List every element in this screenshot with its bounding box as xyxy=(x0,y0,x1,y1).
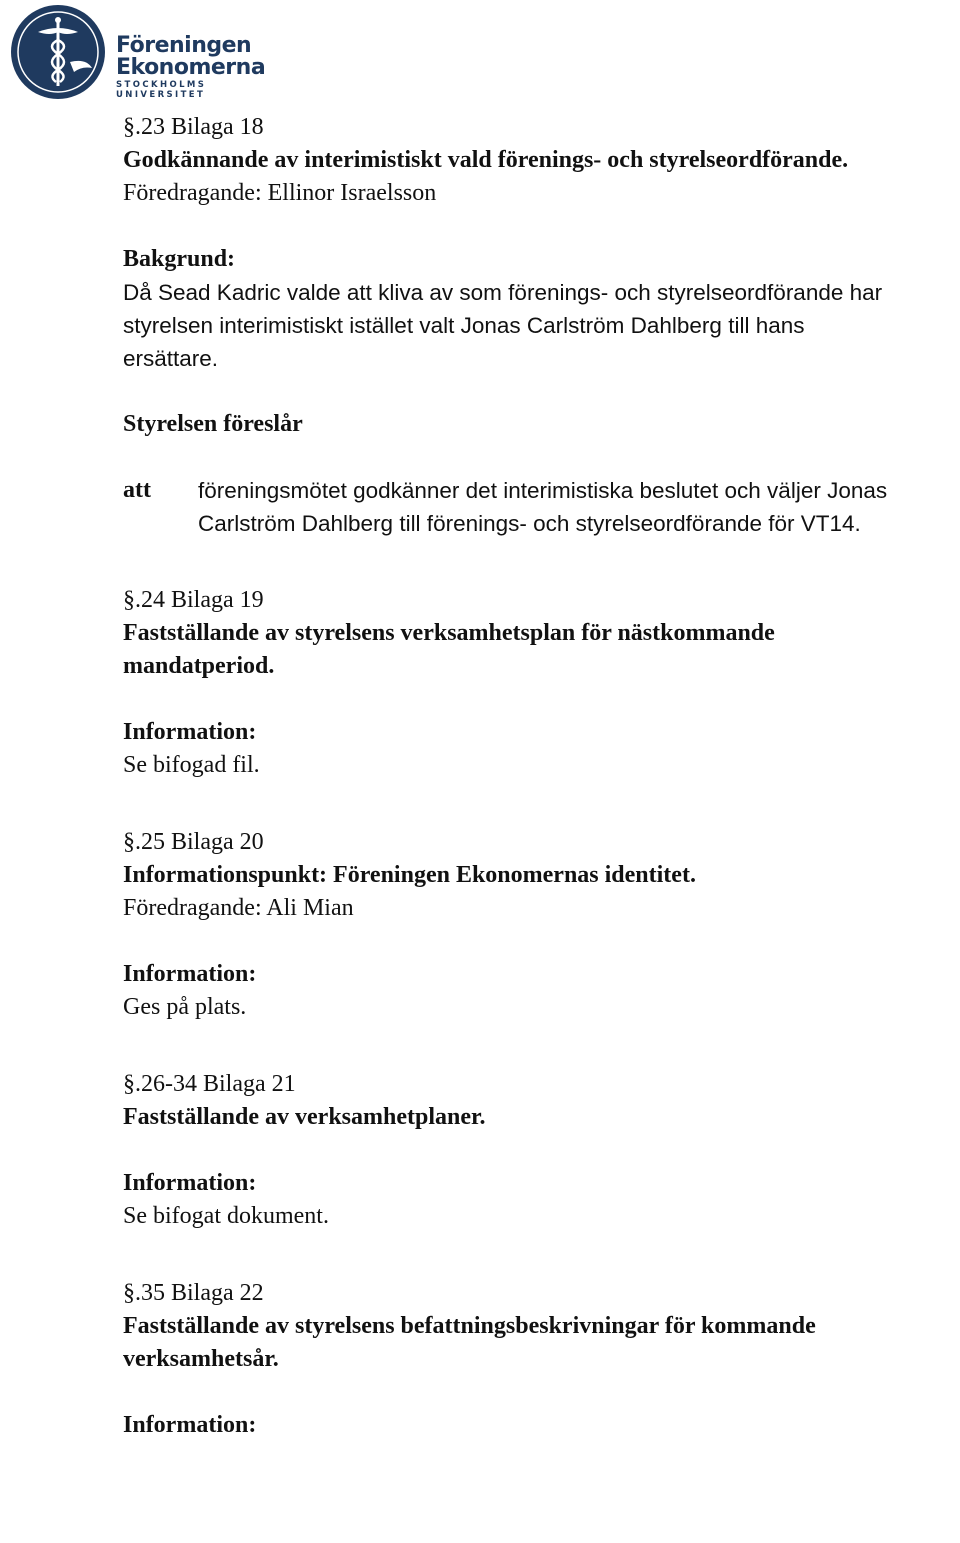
section-26-34 xyxy=(123,1068,960,1233)
information-text: Se bifogad fil. xyxy=(123,752,260,778)
section-heading: §.23 Bilaga 18 xyxy=(123,114,264,140)
presenter: Föredragande: Ali Mian xyxy=(123,895,354,921)
information-label: Information: xyxy=(123,719,257,745)
att-text xyxy=(198,474,960,540)
att-label: att xyxy=(123,477,151,503)
logo-name-line2: Ekonomerna xyxy=(116,55,266,80)
logo xyxy=(6,2,266,102)
section-23 xyxy=(123,111,960,540)
section-24 xyxy=(123,584,960,782)
att-text-line: Carlström Dahlberg till förenings- och styrelseordförande för VT14. xyxy=(198,511,861,536)
section-title-line: Fastställande av styrelsens befattningsbeskrivningar för kommande xyxy=(123,1313,816,1339)
section-title-line: Fastställande av styrelsens verksamhetsplan för nästkommande xyxy=(123,620,775,646)
presenter: Föredragande: Ellinor Israelsson xyxy=(123,180,437,206)
proposal-label: Styrelsen föreslår xyxy=(123,411,303,437)
section-title: Godkännande av interimistiskt vald förenings- och styrelseordförande. xyxy=(123,147,849,173)
information-label: Information: xyxy=(123,961,257,987)
att-clause xyxy=(123,474,960,540)
att-text-line: föreningsmötet godkänner det interimistiska beslutet och väljer Jonas xyxy=(198,478,888,503)
section-title-line: verksamhetsår. xyxy=(123,1346,279,1372)
section-heading: §.24 Bilaga 19 xyxy=(123,587,264,613)
section-title: Fastställande av verksamhetplaner. xyxy=(123,1104,486,1130)
logo-university: STOCKHOLMS UNIVERSITET xyxy=(116,80,207,100)
caduceus-seal-icon xyxy=(8,2,108,102)
section-heading: §.35 Bilaga 22 xyxy=(123,1280,264,1306)
background-line: Då Sead Kadric valde att kliva av som förenings- och styrelseordförande har xyxy=(123,280,883,305)
information-text: Se bifogat dokument. xyxy=(123,1203,329,1229)
section-25 xyxy=(123,826,960,1024)
information-text: Ges på plats. xyxy=(123,994,247,1020)
information-label: Information: xyxy=(123,1170,257,1196)
document-body xyxy=(123,111,960,1442)
background-line: ersättare. xyxy=(123,346,219,371)
section-title: Informationspunkt: Föreningen Ekonomernas identitet. xyxy=(123,862,696,888)
background-line: styrelsen interimistiskt istället valt Jonas Carlström Dahlberg till hans xyxy=(123,313,805,338)
logo-name-line1: Föreningen xyxy=(116,33,252,58)
section-title-line: mandatperiod. xyxy=(123,653,275,679)
section-heading: §.25 Bilaga 20 xyxy=(123,829,264,855)
information-label: Information: xyxy=(123,1412,257,1438)
section-heading: §.26-34 Bilaga 21 xyxy=(123,1071,296,1097)
section-35 xyxy=(123,1277,960,1442)
background-label: Bakgrund: xyxy=(123,246,236,272)
